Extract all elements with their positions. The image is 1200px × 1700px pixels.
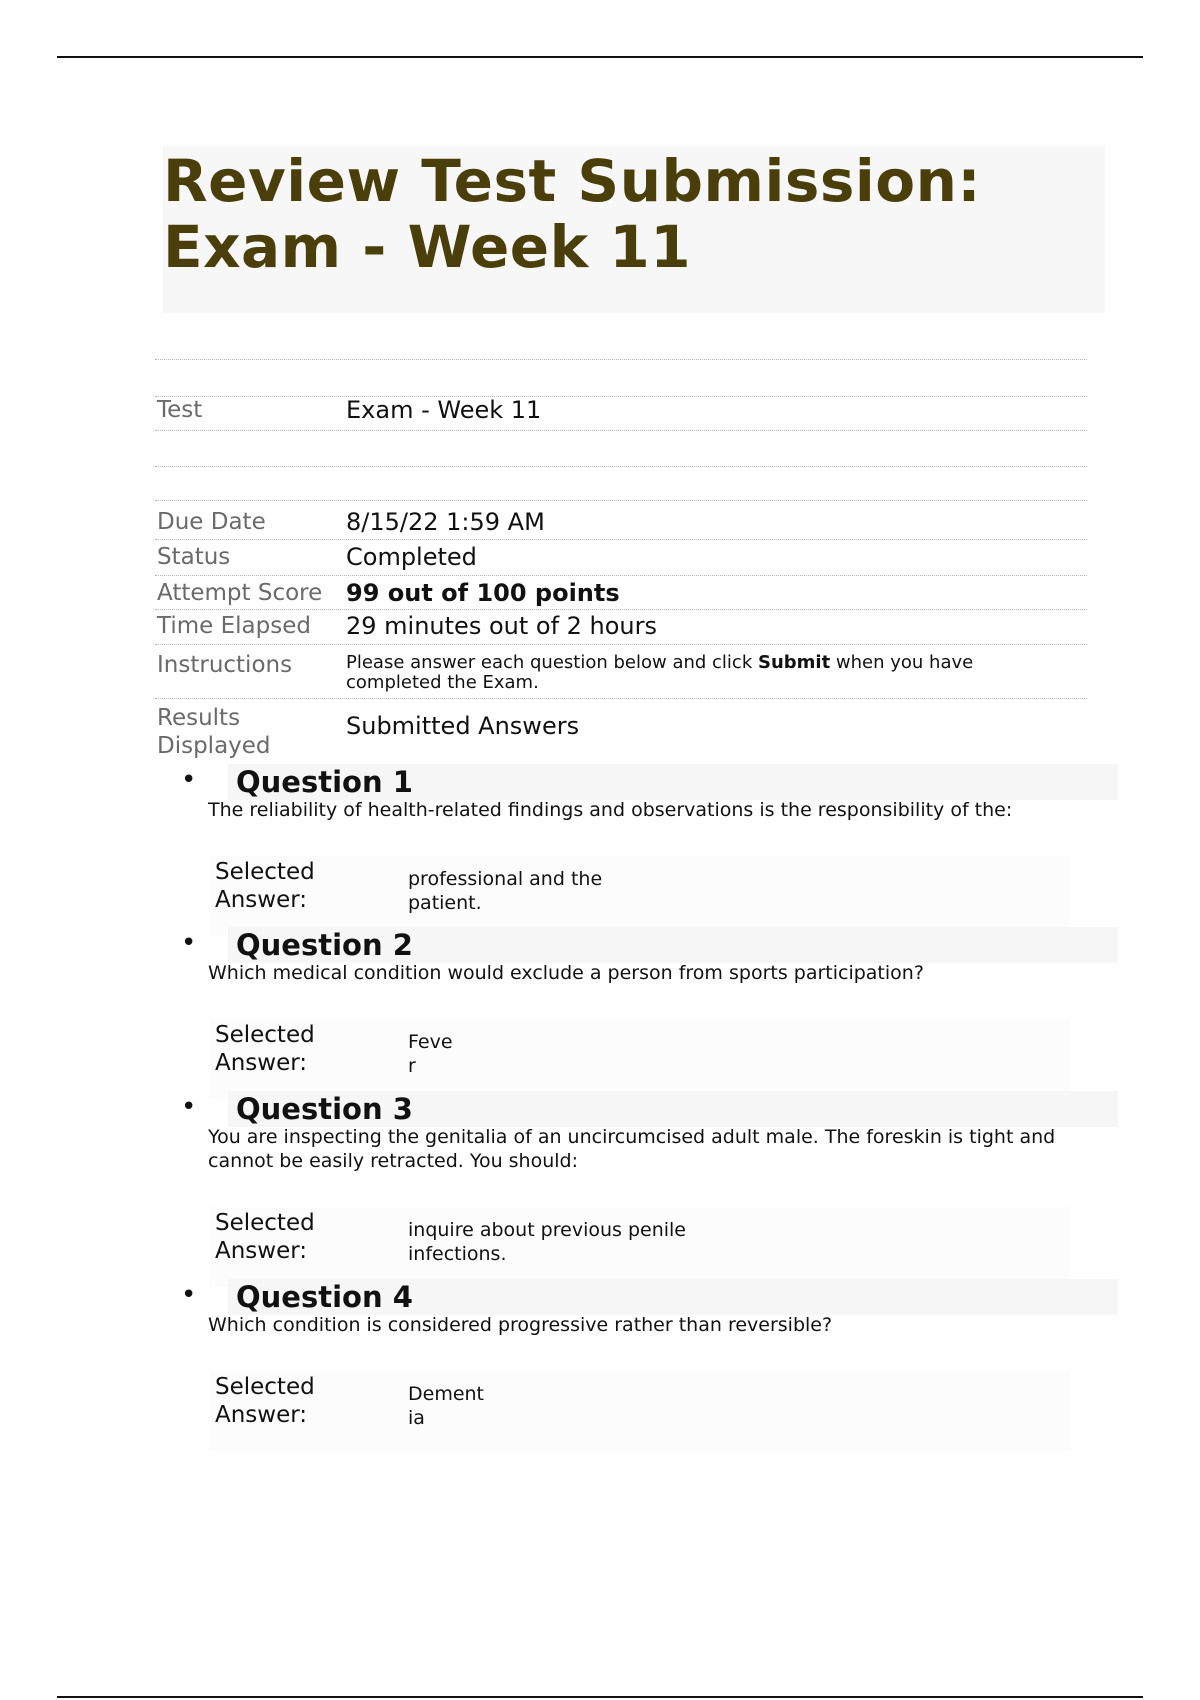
answer-box — [210, 1019, 1070, 1099]
answer-box — [210, 1371, 1070, 1451]
due-date-value: 8/15/22 1:59 AM — [346, 508, 545, 536]
question-title: Question 2 — [236, 928, 413, 962]
selected-answer-value — [408, 1382, 484, 1430]
selected-answer-label-line2: Answer: — [215, 887, 308, 913]
selected-answer-line1: Dement — [408, 1383, 485, 1405]
divider — [155, 698, 1087, 699]
question-text: Which medical condition would exclude a person from sports participation? — [208, 962, 924, 984]
test-label: Test — [157, 397, 203, 423]
question-title: Question 1 — [236, 765, 413, 799]
attempt-score-label: Attempt Score — [157, 580, 323, 606]
results-displayed-value: Submitted Answers — [346, 712, 580, 740]
divider — [155, 396, 1087, 397]
bottom-rule — [57, 1696, 1143, 1698]
submit-keyword: Submit — [757, 652, 831, 673]
selected-answer-line2: ia — [408, 1407, 425, 1429]
selected-answer-line2: infections. — [408, 1243, 507, 1265]
selected-answer-label-line2: Answer: — [215, 1402, 308, 1428]
selected-answer-label — [215, 1373, 335, 1429]
status-value: Completed — [346, 543, 477, 571]
instructions-label: Instructions — [157, 652, 293, 678]
selected-answer-value — [408, 1030, 453, 1078]
page-title — [163, 148, 981, 280]
selected-answer-label — [215, 1021, 335, 1077]
selected-answer-label-line2: Answer: — [215, 1238, 308, 1264]
status-label: Status — [157, 544, 231, 570]
page-title-box — [163, 146, 1105, 313]
selected-answer-label — [215, 858, 335, 914]
bullet: • — [181, 765, 197, 795]
page-title-line1: Review Test Submission: — [163, 147, 982, 215]
question-text: Which condition is considered progressive rather than reversible? — [208, 1314, 833, 1336]
question-title: Question 3 — [236, 1092, 413, 1126]
attempt-score-value: 99 out of 100 points — [346, 579, 620, 607]
instructions-text — [346, 653, 1066, 693]
selected-answer-value — [408, 1218, 686, 1266]
selected-answer-line2: patient. — [408, 892, 482, 914]
test-value: Exam - Week 11 — [346, 396, 542, 424]
instructions-text-end: when you have completed the Exam. — [346, 652, 974, 693]
selected-answer-line2: r — [408, 1055, 416, 1077]
bullet: • — [181, 1280, 197, 1310]
selected-answer-value — [408, 867, 602, 915]
time-elapsed-value: 29 minutes out of 2 hours — [346, 612, 658, 640]
divider — [155, 500, 1087, 501]
time-elapsed-label: Time Elapsed — [157, 613, 311, 639]
question-text-line1: You are inspecting the genitalia of an uncircumcised adult male. The foreskin is tight and — [208, 1126, 1056, 1148]
selected-answer-line1: professional and the — [408, 868, 603, 890]
selected-answer-label — [215, 1209, 335, 1265]
selected-answer-label-line2: Answer: — [215, 1050, 308, 1076]
results-displayed-label — [157, 704, 271, 760]
selected-answer-label-line1: Selected — [215, 1210, 315, 1236]
divider — [155, 430, 1087, 431]
selected-answer-label-line1: Selected — [215, 1022, 315, 1048]
question-text — [208, 1125, 1118, 1173]
due-date-label: Due Date — [157, 509, 266, 535]
bullet: • — [181, 1092, 197, 1122]
selected-answer-line1: inquire about previous penile — [408, 1219, 686, 1241]
question-text: The reliability of health-related findings and observations is the responsibility of the: — [208, 799, 1013, 821]
instructions-text-start: Please answer each question below and click — [346, 652, 758, 673]
divider — [155, 609, 1087, 610]
results-label-line2: Displayed — [157, 733, 271, 759]
top-rule — [57, 56, 1143, 58]
page-title-line2: Exam - Week 11 — [163, 213, 692, 281]
divider — [155, 466, 1087, 467]
bullet: • — [181, 928, 197, 958]
divider — [155, 644, 1087, 645]
selected-answer-label-line1: Selected — [215, 859, 315, 885]
divider — [155, 359, 1087, 360]
question-title: Question 4 — [236, 1280, 413, 1314]
selected-answer-line1: Feve — [408, 1031, 453, 1053]
divider — [155, 539, 1087, 540]
question-text-line2: cannot be easily retracted. You should: — [208, 1150, 578, 1172]
answer-box — [210, 856, 1070, 936]
divider — [155, 575, 1087, 576]
selected-answer-label-line1: Selected — [215, 1374, 315, 1400]
results-label-line1: Results — [157, 705, 241, 731]
